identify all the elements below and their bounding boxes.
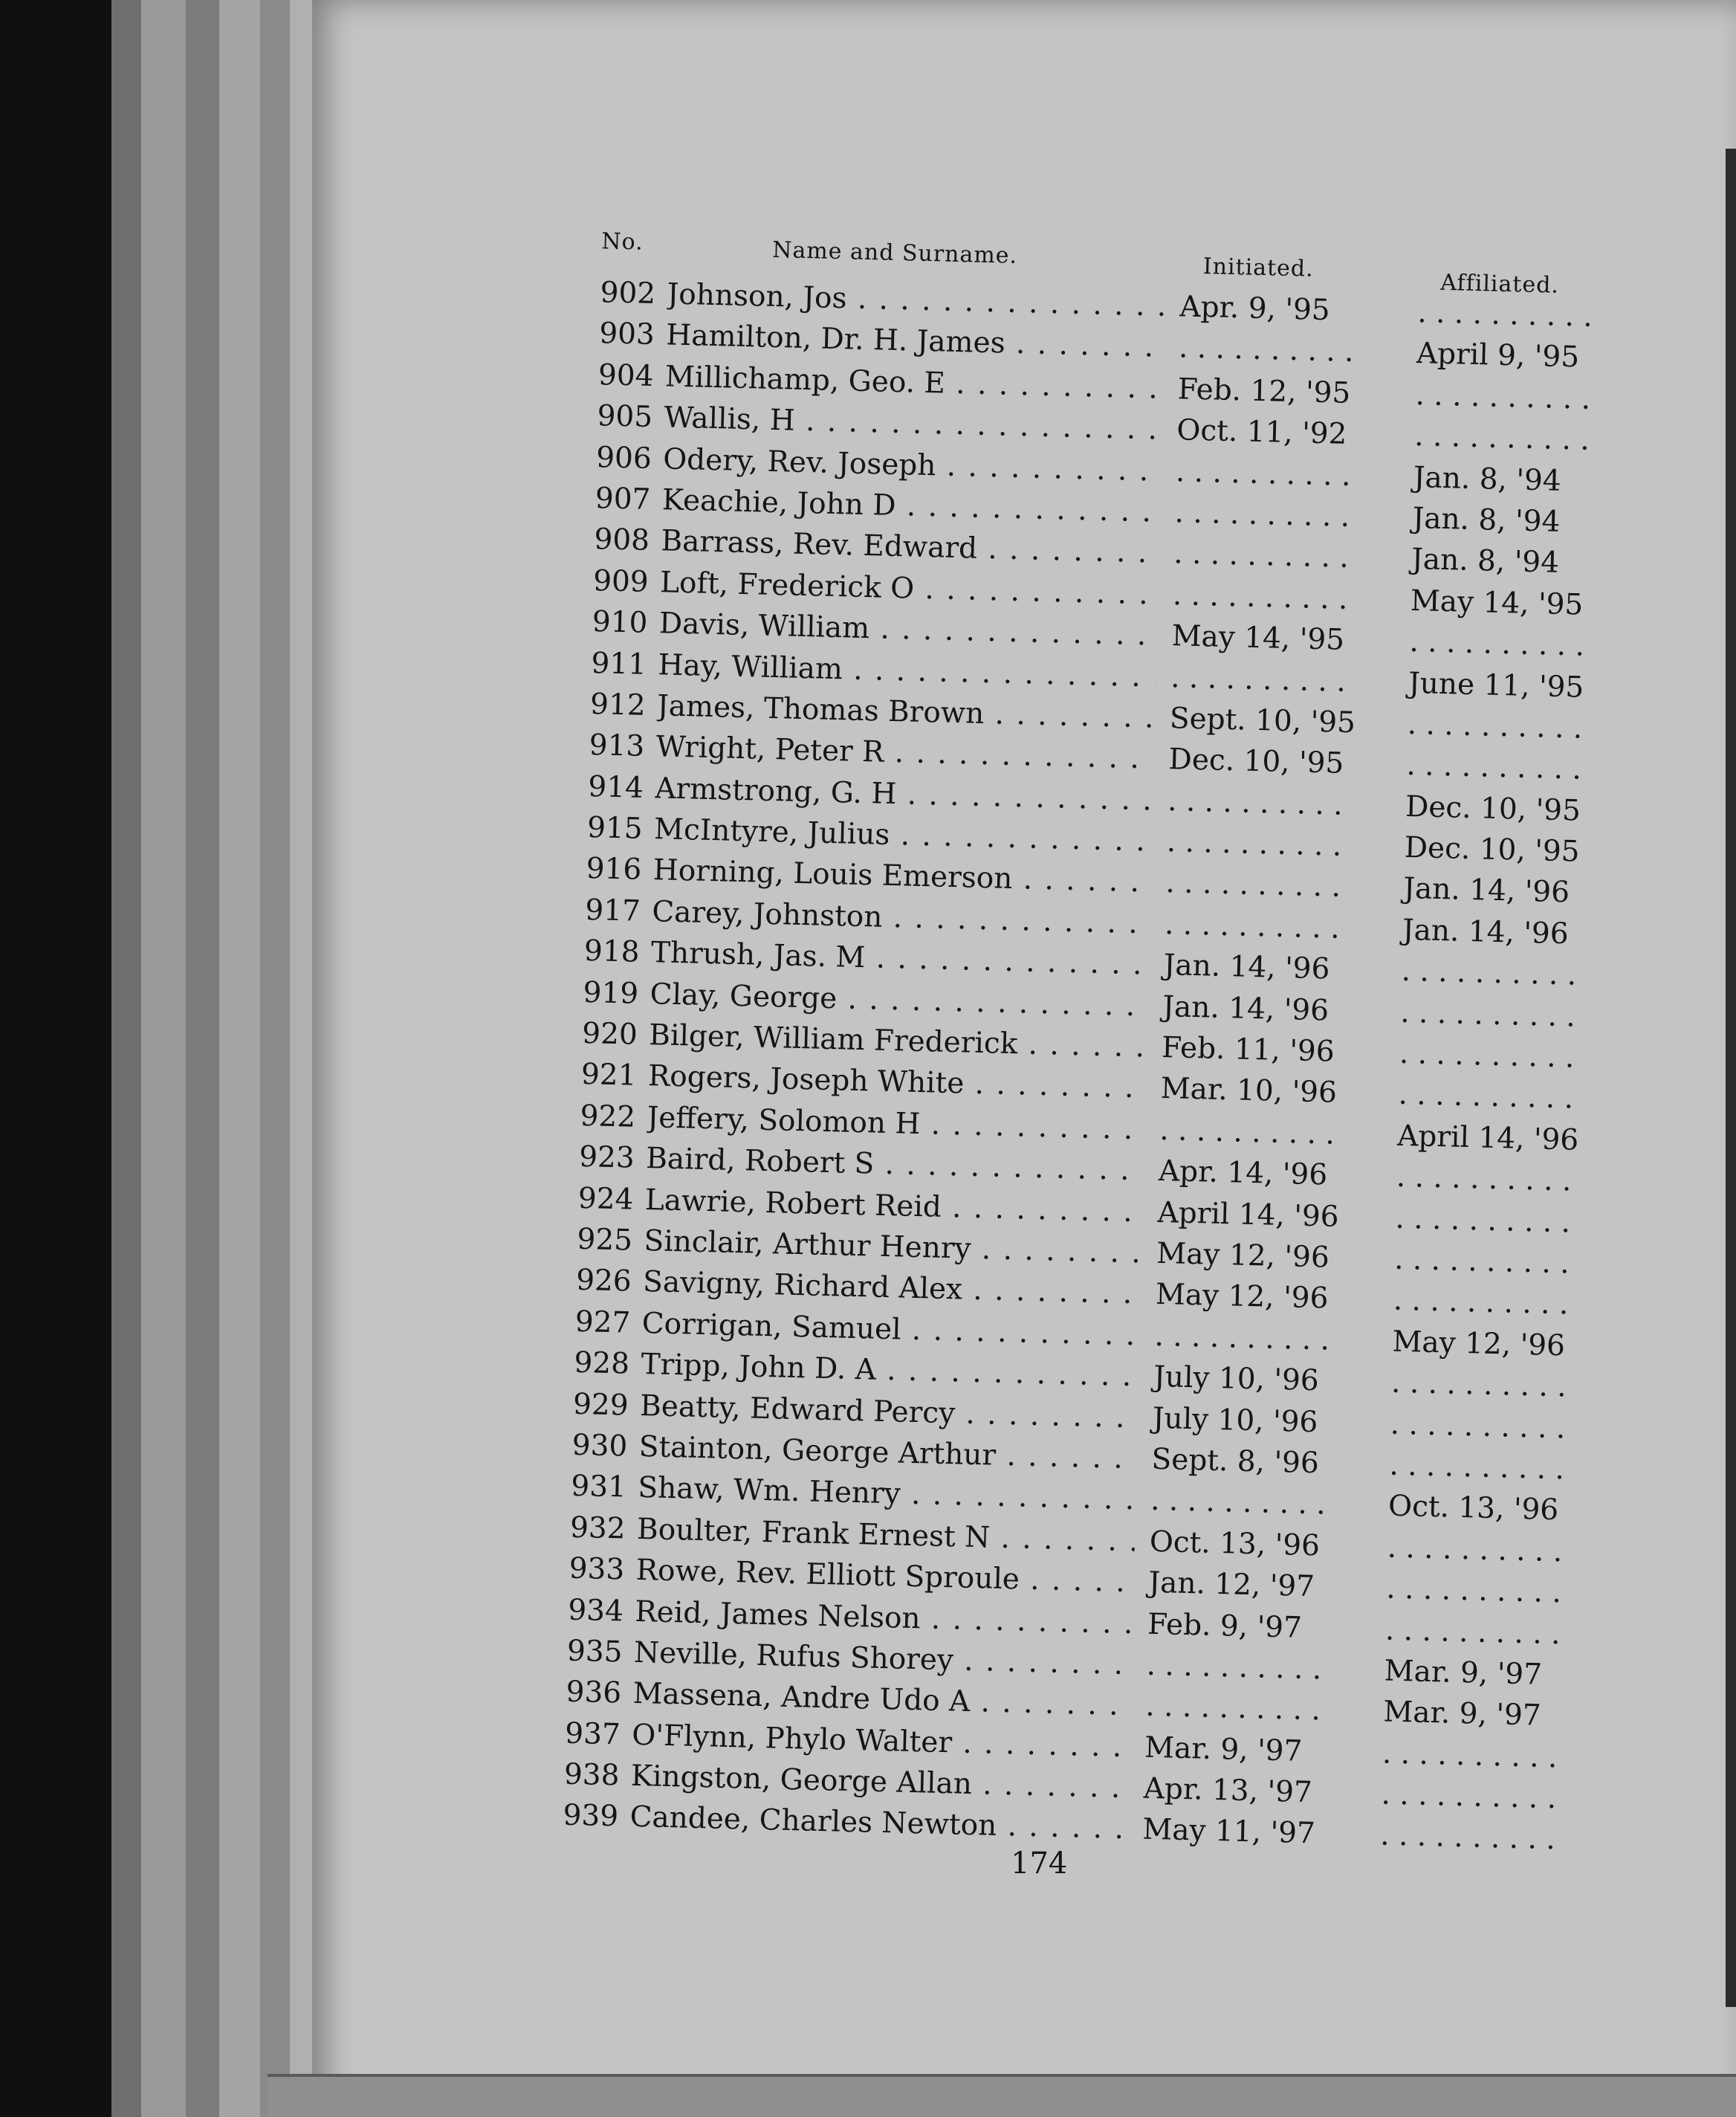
initiated-date: Feb. 12, '95 [1177,372,1351,410]
initiated-date: Oct. 11, '92 [1176,413,1347,451]
affiliated-date: . . . . . . . . . . [1390,1407,1566,1445]
page-bottom-edge [268,2074,1736,2117]
initiated-date: . . . . . . . . . . [1174,496,1350,534]
member-number: 920 [581,1016,638,1052]
member-number: 930 [571,1428,628,1464]
affiliated-date: . . . . . . . . . . [1390,1365,1567,1404]
member-number: 917 [584,893,641,928]
affiliated-date: Oct. 13, '96 [1387,1489,1559,1528]
member-number: 916 [586,852,642,888]
member-name: Savigny, Richard Alex . . . [643,1265,1141,1310]
member-name: Carey, Johnston . . . [652,895,1150,940]
member-number: 938 [563,1757,620,1793]
member-name: Reid, James Nelson . . . [635,1594,1133,1640]
member-number: 921 [580,1058,637,1093]
affiliated-date: Jan. 8, '94 [1413,460,1562,498]
member-number: 933 [569,1551,625,1587]
member-name: Lawrie, Robert Reid . . . [644,1183,1143,1229]
affiliated-date: . . . . . . . . . . [1384,1613,1561,1651]
header-name: Name and Surname. [771,236,1018,269]
initiated-date: . . . . . . . . . . [1172,578,1349,616]
member-name: Jeffery, Solomon H . . . [647,1101,1145,1146]
member-number: 937 [564,1716,621,1752]
member-name: Beatty, Edward Percy . . . [640,1389,1139,1435]
member-name: Boulter, Frank Ernest N . . . [637,1513,1136,1558]
member-number: 918 [583,934,641,969]
affiliated-date: . . . . . . . . . . [1393,1284,1569,1322]
member-name: Hamilton, Dr. H. James . . . [666,319,1165,364]
member-number: 924 [577,1181,634,1217]
member-name: Neville, Rufus Shorey . . . [633,1636,1132,1681]
page-right-edge [1726,149,1736,2007]
affiliated-date: Jan. 14, '96 [1402,872,1570,910]
initiated-date: Apr. 14, '96 [1158,1154,1328,1192]
affiliated-date: . . . . . . . . . . [1388,1448,1565,1487]
member-number: 929 [572,1387,629,1423]
page-edge [111,0,141,2117]
affiliated-date: Dec. 10, '95 [1405,789,1581,828]
member-name: Horning, Louis Emerson . . . [652,854,1151,899]
initiated-date: Oct. 13, '96 [1149,1525,1321,1563]
initiated-date: Mar. 10, '96 [1160,1072,1338,1111]
affiliated-date: . . . . . . . . . . [1393,1242,1570,1281]
initiated-date: Feb. 11, '96 [1161,1030,1335,1069]
member-number: 935 [566,1634,624,1670]
member-name: James, Thomas Brown . . . [657,689,1156,734]
member-name: Rowe, Rev. Elliott Sproule . . . [635,1554,1134,1599]
affiliated-date: Mar. 9, '97 [1384,1654,1543,1692]
initiated-date: . . . . . . . . . . [1164,907,1341,946]
member-number: 919 [583,975,639,1011]
initiated-date: . . . . . . . . . . [1175,454,1352,493]
member-name: Odery, Rev. Joseph . . . [663,442,1162,488]
initiated-date: . . . . . . . . . . [1146,1648,1322,1687]
initiated-date: . . . . . . . . . . [1154,1319,1330,1357]
initiated-date: . . . . . . . . . . [1173,537,1350,575]
initiated-date: May 14, '95 [1171,619,1345,657]
member-number: 902 [600,276,656,311]
member-name: Sinclair, Arthur Henry . . . [644,1224,1142,1270]
initiated-date: Mar. 9, '97 [1144,1730,1303,1768]
initiated-date: Dec. 10, '95 [1168,743,1344,781]
member-number: 909 [592,563,650,599]
initiated-date: Jan. 14, '96 [1162,989,1329,1028]
member-name: Barrass, Rev. Edward . . . [661,525,1159,570]
initiated-date: Apr. 13, '97 [1143,1771,1313,1810]
initiated-date: . . . . . . . . . . [1178,331,1355,369]
affiliated-date: May 12, '96 [1392,1325,1566,1363]
member-name: Wright, Peter R . . . [655,731,1154,776]
affiliated-date: . . . . . . . . . . [1387,1531,1563,1569]
member-number: 905 [597,399,653,435]
affiliated-date: . . . . . . . . . . [1382,1736,1558,1774]
member-name: O'Flynn, Phylo Walter . . . [632,1718,1130,1763]
initiated-date: Jan. 14, '96 [1163,948,1330,986]
member-number: 922 [580,1099,636,1134]
member-number: 903 [598,317,655,352]
member-number: 913 [589,728,645,764]
initiated-date: May 12, '96 [1156,1236,1330,1275]
initiated-date: July 10, '96 [1152,1401,1318,1439]
initiated-date: . . . . . . . . . . [1159,1113,1335,1151]
member-number: 925 [577,1222,633,1258]
affiliated-date: . . . . . . . . . . [1379,1818,1556,1857]
affiliated-date: Jan. 14, '96 [1402,913,1570,951]
page-edge [219,0,260,2117]
affiliated-date: Dec. 10, '95 [1404,830,1581,869]
affiliated-date: . . . . . . . . . . [1398,1078,1574,1116]
affiliated-date: . . . . . . . . . . [1381,1777,1557,1816]
affiliated-date: . . . . . . . . . . [1416,296,1593,334]
member-number: 914 [587,769,644,805]
member-name: Candee, Charles Newton . . . [629,1800,1128,1846]
initiated-date: . . . . . . . . . . [1165,866,1341,905]
header-initiated: Initiated. [1202,253,1315,282]
affiliated-date: . . . . . . . . . . [1385,1571,1562,1610]
member-number: 915 [586,811,644,846]
member-name: Stainton, George Arthur . . . [638,1430,1137,1476]
header-affiliated: Affiliated. [1439,269,1560,299]
initiated-date: May 11, '97 [1141,1813,1316,1851]
affiliated-date: . . . . . . . . . . [1415,378,1591,416]
member-name: Loft, Frederick O . . . [660,566,1159,611]
initiated-date: . . . . . . . . . . [1150,1484,1327,1522]
initiated-date: April 14, '96 [1157,1195,1340,1234]
affiliated-date: . . . . . . . . . . [1401,954,1577,992]
initiated-date: . . . . . . . . . . [1166,825,1342,863]
affiliated-date: May 14, '95 [1410,584,1584,622]
member-name: Baird, Robert S . . . [646,1142,1144,1187]
member-number: 912 [589,687,647,723]
member-name: McIntyre, Julius . . . [654,812,1153,858]
member-name: Clay, George . . . [650,977,1148,1023]
member-number: 904 [597,358,654,393]
member-number: 907 [595,482,651,517]
affiliated-date: Jan. 8, '94 [1410,543,1560,581]
affiliated-date: . . . . . . . . . . [1405,749,1582,786]
member-number: 911 [590,646,647,682]
member-number: 927 [574,1305,631,1340]
member-name: Armstrong, G. H . . . [655,772,1153,817]
initiated-date: Sept. 10, '95 [1169,701,1356,740]
initiated-date: July 10, '96 [1153,1360,1320,1398]
affiliated-date: . . . . . . . . . . [1396,1160,1573,1198]
affiliated-date: April 14, '96 [1396,1119,1579,1157]
initiated-date: . . . . . . . . . . [1144,1689,1321,1727]
affiliated-date: . . . . . . . . . . [1413,419,1590,457]
member-name: Millichamp, Geo. E . . . [664,360,1163,405]
page-number: 174 [1011,1846,1068,1881]
member-number: 939 [563,1799,619,1834]
initiated-date: . . . . . . . . . . [1167,783,1344,822]
member-name: Johnson, Jos . . . [667,277,1165,323]
member-number: 928 [573,1345,630,1381]
member-number: 910 [592,605,648,640]
initiated-date: May 12, '96 [1155,1278,1329,1316]
affiliated-date: April 9, '95 [1416,337,1580,375]
membership-register-table [525,223,1593,1864]
member-name: Hay, William . . . [658,648,1156,694]
affiliated-date: . . . . . . . . . . [1395,1201,1571,1240]
member-name: Rogers, Joseph White . . . [647,1060,1146,1105]
affiliated-date: . . . . . . . . . . [1399,1036,1575,1075]
member-name: Davis, William . . . [658,607,1157,652]
member-name: Kingston, George Allan . . . [630,1759,1129,1805]
affiliated-date: . . . . . . . . . . [1407,707,1583,746]
initiated-date: . . . . . . . . . . [1170,660,1347,699]
member-name: Thrush, Jas. M . . . [650,936,1149,981]
affiliated-date: Jan. 8, '94 [1412,501,1561,539]
initiated-date: Sept. 8, '96 [1151,1442,1320,1481]
member-name: Massena, Andre Udo A . . . [632,1677,1131,1722]
member-number: 936 [566,1675,622,1710]
table-body [525,275,1593,1864]
member-number: 932 [569,1510,626,1546]
header-no: No. [600,228,644,256]
initiated-date: Jan. 12, '97 [1147,1565,1315,1604]
member-number: 934 [567,1593,624,1628]
member-number: 931 [570,1470,627,1504]
initiated-date: Apr. 9, '95 [1179,290,1331,328]
page-edge [260,0,290,2117]
member-name: Corrigan, Samuel . . . [641,1307,1140,1352]
affiliated-date: . . . . . . . . . . [1409,625,1585,663]
member-name: Keachie, John D . . . [661,483,1160,529]
affiliated-date: Mar. 9, '97 [1382,1695,1542,1733]
page-edge [141,0,186,2117]
member-name: Shaw, Wm. Henry . . . [638,1471,1136,1516]
member-name: Wallis, H . . . [664,401,1162,447]
member-name: Bilger, William Frederick . . . [649,1018,1147,1064]
member-name: Tripp, John D. A . . . [641,1348,1139,1393]
member-number: 923 [578,1140,635,1175]
member-number: 908 [594,523,650,558]
page-edge [186,0,219,2117]
member-number: 926 [575,1264,632,1299]
affiliated-date: June 11, '95 [1408,666,1584,705]
initiated-date: Feb. 9, '97 [1147,1607,1303,1645]
affiliated-date: . . . . . . . . . . [1399,995,1576,1034]
member-number: 906 [595,440,652,476]
